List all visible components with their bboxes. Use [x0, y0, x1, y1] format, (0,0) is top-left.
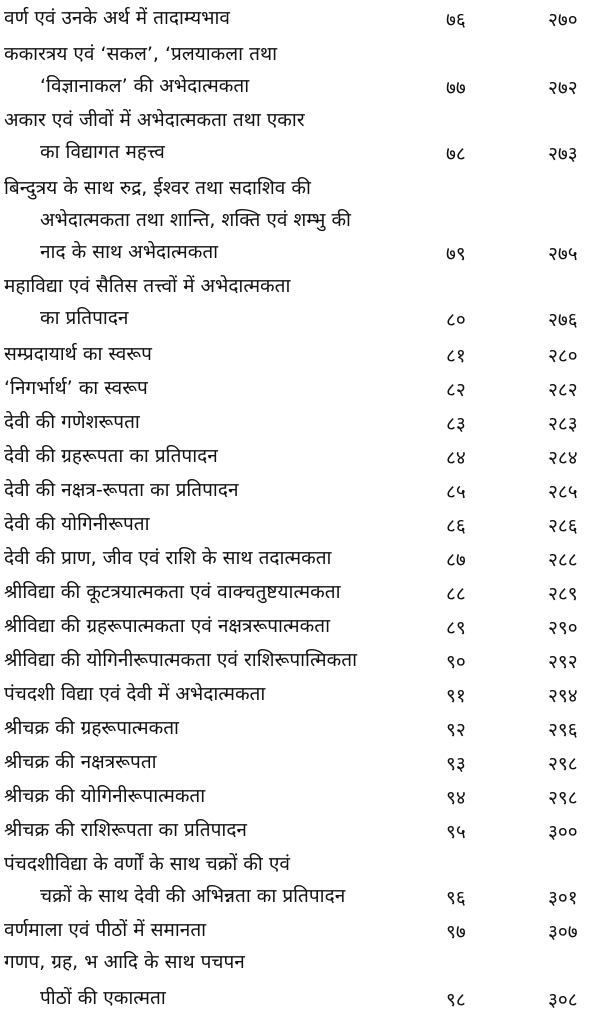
- toc-page-number: २९६: [548, 719, 578, 741]
- toc-page-number: ३०१: [548, 887, 578, 909]
- toc-chapter-number: ८९: [446, 617, 466, 639]
- toc-chapter-number: ८४: [446, 447, 466, 469]
- toc-page-number: २९२: [548, 651, 578, 673]
- toc-page-number: २८२: [548, 379, 578, 401]
- toc-chapter-number: ९५: [446, 821, 466, 843]
- toc-entry-title-line: वर्णमाला एवं पीठों में समानता: [4, 919, 207, 941]
- toc-chapter-number: ८२: [446, 379, 466, 401]
- toc-entry-title-line: देवी की प्राण, जीव एवं राशि के साथ तदात्मकता: [4, 547, 332, 569]
- toc-entry-title-line: नाद के साथ अभेदात्मकता: [40, 241, 219, 263]
- toc-entry-title-line: ‘निगर्भार्थ’ का स्वरूप: [4, 377, 148, 399]
- toc-entry-title-line: देवी की योगिनीरूपता: [4, 513, 150, 535]
- toc-chapter-number: ७६: [446, 9, 466, 31]
- toc-entry-title-line: देवी की ग्रहरूपता का प्रतिपादन: [4, 445, 218, 467]
- toc-page-number: २८८: [548, 549, 578, 571]
- toc-entry-title-line: श्रीचक्र की योगिनीरूपात्मकता: [4, 785, 206, 807]
- toc-chapter-number: ७७: [446, 77, 466, 99]
- toc-page-number: २७६: [548, 309, 578, 331]
- toc-page-number: २९०: [548, 617, 578, 639]
- toc-chapter-number: ९०: [446, 651, 466, 673]
- toc-chapter-number: ९१: [446, 685, 466, 707]
- toc-entry-title-line: अभेदात्मकता तथा शान्ति, शक्ति एवं शम्भु की: [40, 209, 351, 231]
- toc-page-number: ३०७: [548, 921, 578, 943]
- toc-page-number: २८६: [548, 515, 578, 537]
- toc-chapter-number: ८७: [446, 549, 466, 571]
- toc-entry-title-line: देवी की गणेशरूपता: [4, 411, 140, 433]
- toc-page-number: २९४: [548, 685, 578, 707]
- toc-entry-title-line: श्रीचक्र की राशिरूपता का प्रतिपादन: [4, 819, 247, 841]
- toc-page-number: २९८: [548, 753, 578, 775]
- toc-page-number: २७०: [548, 9, 578, 31]
- toc-chapter-number: ८१: [446, 345, 466, 367]
- toc-page-number: २८९: [548, 583, 578, 605]
- toc-entry-title-line: का विद्यागत महत्त्व: [40, 141, 165, 163]
- toc-chapter-number: ९८: [446, 989, 466, 1011]
- toc-chapter-number: ८०: [446, 309, 466, 331]
- toc-entry-title-line: सम्प्रदायार्थ का स्वरूप: [4, 343, 152, 365]
- toc-page-number: २८०: [548, 345, 578, 367]
- toc-chapter-number: ९४: [446, 787, 466, 809]
- toc-chapter-number: ८६: [446, 515, 466, 537]
- toc-page-number: २७२: [548, 77, 578, 99]
- toc-entry-title-line: बिन्दुत्रय के साथ रुद्र, ईश्वर तथा सदाशिव की: [4, 177, 311, 199]
- toc-entry-title-line: श्रीविद्या की कूटत्रयात्मकता एवं वाक्चतुष्टयात्मकता: [4, 581, 341, 603]
- toc-page-number: २८५: [548, 481, 578, 503]
- toc-entry-title-line: पंचदशी विद्या एवं देवी में अभेदात्मकता: [4, 683, 266, 705]
- toc-entry-title-line: ‘विज्ञानाकल’ की अभेदात्मकता: [40, 75, 250, 97]
- toc-chapter-number: ९२: [446, 719, 466, 741]
- toc-entry-title-line: श्रीचक्र की नक्षत्ररूपता: [4, 751, 157, 773]
- toc-chapter-number: ८५: [446, 481, 466, 503]
- toc-page-number: २७३: [548, 143, 578, 165]
- toc-chapter-number: ९७: [446, 921, 466, 943]
- toc-page-number: ३००: [548, 821, 578, 843]
- toc-chapter-number: ८३: [446, 413, 466, 435]
- toc-entry-title-line: श्रीविद्या की ग्रहरूपात्मकता एवं नक्षत्ररूपात्मकता: [4, 615, 330, 637]
- toc-entry-title-line: का प्रतिपादन: [40, 307, 129, 329]
- toc-entry-title-line: गणप, ग्रह, भ आदि के साथ पचपन: [4, 951, 245, 973]
- toc-entry-title-line: वर्ण एवं उनके अर्थ में तादाम्यभाव: [4, 7, 230, 29]
- toc-entry-title-line: चक्रों के साथ देवी की अभिन्नता का प्रतिपादन: [40, 885, 346, 907]
- toc-page-number: २८३: [548, 413, 578, 435]
- toc-page-number: २९८: [548, 787, 578, 809]
- toc-entry-title-line: श्रीविद्या की योगिनीरूपात्मकता एवं राशिरूपात्मिकता: [4, 649, 358, 671]
- toc-chapter-number: ८८: [446, 583, 466, 605]
- toc-entry-title-line: ककारत्रय एवं ‘सकल’, ‘प्रलयाकला तथा: [4, 43, 278, 65]
- toc-entry-title-line: पंचदशीविद्या के वर्णों के साथ चक्रों की एवं: [4, 853, 290, 875]
- toc-entry-title-line: महाविद्या एवं सैतिस तत्त्वों में अभेदात्मकता: [4, 275, 291, 297]
- toc-page-number: २७५: [548, 243, 578, 265]
- toc-entry-title-line: श्रीचक्र की ग्रहरूपात्मकता: [4, 717, 179, 739]
- toc-entry-title-line: अकार एवं जीवों में अभेदात्मकता तथा एकार: [4, 109, 305, 131]
- toc-entry-title-line: पीठों की एकात्मता: [40, 987, 166, 1009]
- toc-page-number: २८४: [548, 447, 578, 469]
- toc-chapter-number: ७८: [446, 143, 466, 165]
- toc-page-number: ३०८: [548, 989, 578, 1011]
- toc-chapter-number: ९६: [446, 887, 466, 909]
- toc-chapter-number: ९३: [446, 753, 466, 775]
- toc-chapter-number: ७९: [446, 243, 466, 265]
- toc-entry-title-line: देवी की नक्षत्र-रूपता का प्रतिपादन: [4, 479, 239, 501]
